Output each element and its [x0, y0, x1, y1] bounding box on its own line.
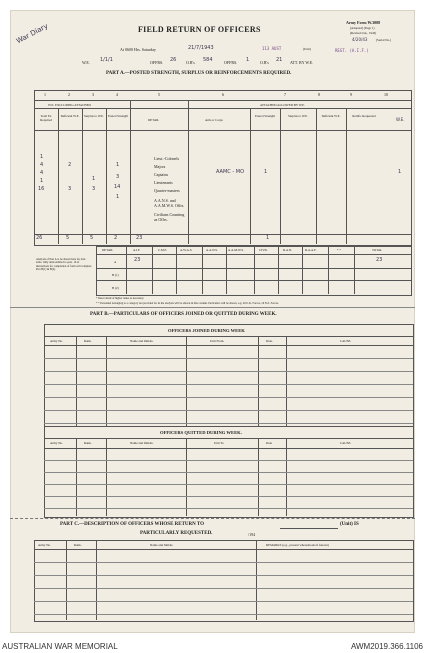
row-rule — [44, 508, 413, 509]
analysis-head: A.W.A.S. — [180, 248, 193, 252]
row-rule — [34, 562, 413, 563]
analysis-head: A.A.M.W.S. — [228, 248, 244, 252]
row-rule — [34, 575, 413, 576]
col-head: Reinfs. Requested — [352, 114, 376, 118]
entry: 4 — [40, 170, 44, 176]
quitted-title: OFFICERS QUITTED DURING WEEK. — [160, 430, 242, 435]
row-rule — [44, 410, 413, 411]
col-number: 2 — [68, 92, 70, 97]
row-rule — [44, 484, 413, 485]
quitted-head: Date — [266, 441, 273, 445]
col-number: 3 — [92, 92, 94, 97]
form-sheet — [10, 10, 415, 633]
rank-label: Captains — [154, 172, 168, 177]
part-c-head: Rank. — [74, 543, 82, 547]
part-c-unit-is: (Unit) IS — [340, 522, 359, 527]
col-head-detail: DETAIL — [148, 118, 160, 122]
part-c-head: Army No. — [38, 543, 51, 547]
entry: 2 — [68, 162, 72, 168]
quitted-head: Name and Initials. — [130, 441, 154, 445]
unit-value: REGT. (A.I.F.) — [335, 48, 369, 53]
attached-heading: ATTACHED ALLOWED BY W.E. — [260, 103, 306, 107]
analysis-note: Analysis of Part A to be shown here for ALL arms. Only units entitled to para. 19 of instructions for completion of form will complete Part B(1) & B(2). — [36, 258, 92, 272]
total: 23 — [136, 235, 143, 241]
col-number: 5 — [158, 92, 160, 97]
row-rule — [34, 588, 413, 589]
analysis-head: R.A.N. — [283, 248, 293, 252]
row-rule — [44, 472, 413, 473]
perforation — [10, 518, 415, 519]
revised-label: (Revised Jan., 1943) — [350, 31, 377, 35]
analysis-head: A.A.N.S. — [206, 248, 218, 252]
part-a-title: PART A.—POSTED STRENGTH, SURPLUS OR REINFORCEMENTS REQUIRED. — [106, 71, 292, 76]
analysis-head: CIVIL — [259, 248, 268, 252]
quitted-head: Rank. — [84, 441, 92, 445]
row-rule — [34, 601, 413, 602]
ors-value: 584 — [203, 57, 213, 63]
rank-label: Majors — [154, 164, 166, 169]
joined-head: Date. — [266, 339, 273, 343]
we-label: W.E. — [82, 60, 90, 65]
offrs2-value: 1 — [246, 57, 250, 63]
entry: 1 — [398, 169, 402, 175]
col-head: Arm or Corps — [205, 118, 223, 122]
total: 5 — [66, 235, 70, 241]
col-number: 8 — [318, 92, 320, 97]
part-c-unit-line — [280, 528, 338, 529]
part-c-table — [34, 540, 414, 622]
entry: 3 — [92, 186, 96, 192]
att-label: ATT. BY W.E. — [290, 60, 314, 65]
joined-head: Rank. — [84, 339, 92, 343]
ors2-label: O.R's — [260, 60, 269, 65]
entry: 1 — [40, 178, 44, 184]
total: 5 — [90, 235, 94, 241]
rank-label: A.A.N.S. and A.A.M.W.S. Offrs. — [154, 198, 185, 208]
col-head: Surplus to W.E. — [287, 114, 308, 118]
serial-no-label: (Serial No.) — [376, 38, 392, 42]
entry: 16 — [38, 186, 45, 192]
row-rule — [34, 614, 413, 615]
footnote: * Insert detail of higher ranks as necessary. — [96, 297, 145, 300]
analysis-head: DETAIL — [102, 248, 114, 252]
col-head: Deficient W.E. — [60, 114, 80, 118]
at-line: At 0600 Hrs. Saturday — [120, 47, 156, 52]
entry: 14 — [114, 184, 121, 190]
row-rule — [44, 397, 413, 398]
analysis-head: R.A.A.F. — [305, 248, 317, 252]
col-number: 9 — [350, 92, 352, 97]
adapted-label: (Adapted) (Page 1) — [350, 26, 375, 30]
entry: 1 — [116, 194, 120, 200]
analysis-total: 23 — [376, 257, 383, 263]
analysis-row: A — [114, 260, 117, 264]
unit-label: (Unit) — [303, 47, 311, 51]
col-number: 6 — [222, 92, 224, 97]
total: 1 — [266, 235, 270, 241]
ors2-value: 21 — [276, 57, 283, 63]
entry: 4 — [40, 162, 44, 168]
col-head: Total Ex Required — [40, 114, 52, 122]
col-head: Posted Strength — [107, 114, 129, 118]
analysis-aif: 23 — [134, 257, 141, 263]
quitted-head: Unit To — [214, 441, 224, 445]
joined-title: OFFICERS JOINED DURING WEEK — [168, 328, 245, 333]
row-rule — [44, 423, 413, 424]
offrs-label: OFFRS. — [150, 60, 164, 65]
column-numbers — [34, 92, 410, 98]
part-c-head: Name and Initials — [150, 543, 173, 547]
total: 26 — [36, 235, 43, 241]
row-rule — [44, 358, 413, 359]
rank-label: Lieut.-Colonels — [154, 156, 179, 161]
col-head: Deficient W.E. — [321, 114, 341, 118]
part-c-title: PART C.—DESCRIPTION OF OFFICERS WHOSE RETURN TO — [60, 522, 205, 527]
analysis-row: B (1) — [112, 273, 119, 277]
quitted-head: Army No. — [50, 441, 63, 445]
analysis-row: B (2) — [112, 286, 119, 290]
row-rule — [44, 384, 413, 385]
footer-right: AWM2019.366.1106 — [350, 642, 423, 651]
col-number: 4 — [116, 92, 118, 97]
army-form-label: Army Form W.3008 — [346, 20, 381, 25]
analysis-head: C.M.F. — [158, 248, 167, 252]
row-rule — [44, 460, 413, 461]
part-c-title2: PARTICULARLY REQUESTED. — [140, 531, 213, 536]
ors-label: O.R's — [186, 60, 195, 65]
footnote: * * Personnel belonging to a category not provided for in the analysis will be shown in this column. Particulars will be shown, e.g. 26 U.K. Forces, 16 N.Z. Forces. — [96, 302, 279, 305]
rank-label: Civilians Counting as Offrs. — [154, 212, 185, 222]
row-rule — [44, 371, 413, 372]
col-number: 1 — [44, 92, 46, 97]
entry-arm: AAMC - MO — [216, 169, 245, 175]
serial-no-value: 4/20/43 — [352, 37, 368, 42]
col-number: 7 — [284, 92, 286, 97]
part-c-head: REMARKS (e.g., present whereabouts if known) — [266, 543, 329, 547]
part-c-date: /194 — [248, 532, 256, 537]
rank-label: Lieutenants — [154, 180, 173, 185]
offrs2-label: OFFRS. — [224, 60, 238, 65]
joined-head: Unit From. — [210, 339, 225, 343]
offrs-value: 26 — [170, 57, 177, 63]
analysis-head: A.I.F. — [133, 248, 141, 252]
entry: 3 — [116, 174, 120, 180]
joined-head: CAUSE. — [340, 339, 352, 343]
part-b-title: PART B.—PARTICULARS OF OFFICERS JOINED OR QUITTED DURING WEEK. — [90, 312, 277, 317]
part-b-table — [44, 324, 414, 518]
we-excl-heading: W.E. EXCLUDING ATTACHED — [48, 103, 91, 107]
row-rule — [44, 496, 413, 497]
col-number: 10 — [384, 92, 388, 97]
joined-head: Name and Initials. — [130, 339, 154, 343]
entry: 1 — [264, 169, 268, 175]
analysis-head: TOTAL — [372, 248, 383, 252]
footer-left: AUSTRALIAN WAR MEMORIAL — [2, 642, 118, 651]
analysis-head: * * — [337, 248, 341, 252]
footer — [0, 640, 425, 653]
form-title: FIELD RETURN OF OFFICERS — [138, 25, 261, 34]
total: 2 — [114, 235, 118, 241]
margin-we: W.E. — [396, 117, 405, 122]
col-head: Surplus to W.E. — [83, 114, 104, 118]
col-head: Posted Strength — [254, 114, 276, 118]
entry: 1 — [40, 154, 44, 160]
entry: 1 — [116, 162, 120, 168]
unit-stamp: 113 AUST — [262, 46, 282, 51]
quitted-head: CAUSE. — [340, 441, 352, 445]
we-value: 1/1/1 — [100, 57, 113, 63]
rank-label: Quarter-masters — [154, 188, 180, 193]
joined-head: Army No. — [50, 339, 63, 343]
return-date: 21/7/1943 — [188, 45, 214, 51]
margin-note: War Diary — [15, 22, 50, 46]
entry: 1 — [92, 176, 96, 182]
entry: 3 — [68, 186, 72, 192]
